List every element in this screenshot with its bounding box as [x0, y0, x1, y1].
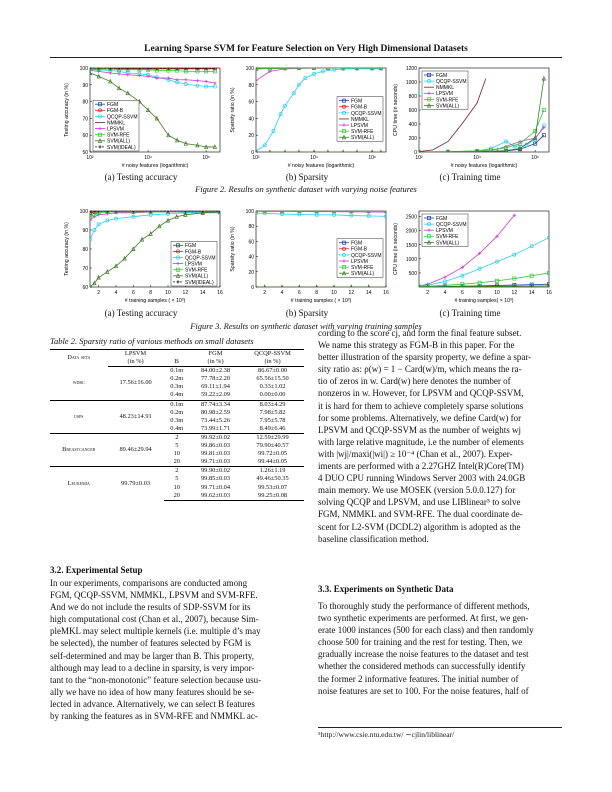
x-tick-label: 16: [383, 290, 389, 296]
b-value: 0.4m: [170, 391, 184, 399]
text-line: We name this strategy as FGM-B in this paper. For the: [318, 340, 515, 351]
lpsvm-value: 48.23±14.91: [108, 400, 164, 433]
fgm-value: 84.00±2.38: [200, 367, 231, 375]
y-tick-label: 80: [248, 224, 254, 231]
table-header-unit: (in %): [241, 358, 304, 367]
fgm-value: 99.85±0.03: [200, 475, 231, 483]
y-tick-label: 40: [248, 254, 254, 261]
qcqp-value: 1.26±1.19: [241, 467, 304, 476]
data-point: [213, 145, 216, 149]
qcqp-value: 8.49±6.46: [259, 424, 286, 432]
b-value: 0.2m: [170, 408, 184, 416]
x-tick-label: 12: [511, 290, 518, 296]
x-tick-label: 10²: [415, 155, 423, 161]
text-line: cording to the score cj, and form the final feature subset.: [318, 328, 522, 338]
y-axis-label: Testing accuracy (in %): [64, 222, 70, 276]
b-value: 10: [173, 483, 180, 491]
legend-label: FGM: [351, 98, 363, 105]
x-tick-label: 2: [426, 290, 430, 296]
table-header-fgm: FGM: [190, 350, 241, 359]
y-axis-label: Sparsity ratio (in %): [230, 226, 236, 272]
series-svm-all-: [254, 150, 382, 154]
legend-label: SVM-RFE: [351, 129, 374, 136]
data-point: [196, 79, 199, 82]
fgm-value: 99.71±0.04: [200, 483, 231, 491]
dataset-name: Leukemia: [50, 467, 108, 500]
x-tick-label: 2: [263, 290, 267, 296]
figure2-chart-time: [385, 64, 555, 174]
text-line: two synthetic experiments are performed. At first, we gen-: [318, 613, 529, 624]
x-tick-label: 10⁴: [473, 155, 481, 161]
legend-label: NMMKL: [351, 116, 370, 123]
y-axis-label: CPU time (in seconds): [393, 84, 399, 136]
legend-label: NMMKL: [107, 120, 126, 127]
fgm-value: 99.86±0.03: [200, 442, 231, 450]
x-axis-label: # training samples ( × 10³): [290, 298, 352, 304]
y-axis-label: CPU time (in seconds): [393, 223, 399, 275]
x-tick-label: 10: [165, 290, 171, 296]
text-line: pleMKL may select multiple kernels (i.e. multiple d’s may: [50, 626, 261, 637]
chart-legend: [337, 97, 383, 142]
qcqp-value: 12.59±29.99: [241, 433, 304, 442]
footnote: ⁵http://www.csie.ntu.edu.tw/ ∼cjlin/liblinear/: [318, 727, 562, 739]
qcqp-value: 7.95±5.78: [259, 416, 286, 424]
qcqp-value: 7.98±5.82: [259, 408, 286, 416]
figure2-subcaption-c: (c) Training time: [439, 172, 501, 182]
text-line: the former 2 informative features. The initial number of: [318, 673, 519, 684]
legend-label: LPSVM: [185, 261, 202, 268]
b-value: 20: [164, 492, 190, 501]
figure3-subcaption-b: (b) Sparsity: [285, 308, 329, 318]
qcqp-value: 0.33±1.02: [259, 383, 286, 391]
x-tick-label: 8: [149, 290, 153, 296]
series-lpsvm: [417, 126, 545, 154]
legend-label: QCQP-SSVM: [351, 110, 382, 117]
b-value: 5: [175, 475, 179, 483]
table-row: [50, 367, 304, 376]
paragraph-synthetic-data: [318, 600, 562, 697]
figure3-caption: Figure 3. Results on synthetic dataset with varying training samples: [190, 321, 422, 331]
legend-label: SVM(ALL): [436, 103, 460, 110]
table-header-unit: (in %): [190, 358, 241, 367]
y-tick-label: 400: [408, 122, 417, 128]
legend-label: SVM(ALL): [185, 273, 209, 280]
legend-label: FGM: [351, 240, 363, 247]
series-qcqp-ssvm: [88, 211, 221, 241]
y-tick-label: 800: [408, 94, 417, 100]
legend-label: NMMKL: [436, 85, 455, 92]
legend-label: FGM-B: [107, 108, 124, 115]
legend-label: FGM-B: [351, 104, 368, 111]
b-value: 2: [164, 433, 190, 442]
x-tick-label: 2: [97, 290, 101, 296]
y-tick-label: 0: [251, 150, 254, 156]
sparsity-table: [50, 349, 304, 501]
y-tick-label: 80: [82, 99, 88, 106]
figure3-chart-accuracy: [56, 207, 226, 309]
text-line: nonzeros in w. However, for LPSVM and QCQP-SSVM,: [318, 388, 524, 399]
legend-label: SVM-RFE: [185, 267, 208, 274]
b-value: 0.2m: [170, 375, 184, 383]
text-line: tio of zeros in w. Card(w) here denotes the number of: [318, 376, 511, 387]
x-tick-label: 8: [478, 290, 482, 296]
text-line: LPSVM and QCQP-SSVM as the number of weights wj: [318, 424, 522, 435]
series-svm-all-: [254, 285, 387, 289]
qcqp-value: 8.03±4.29: [241, 400, 304, 409]
legend-label: LPSVM: [351, 122, 368, 129]
y-tick-label: 2500: [405, 214, 417, 221]
text-line: main memory. We use MOSEK (version 5.0.0.127) for: [318, 485, 516, 496]
fgm-value: 59.22±2.09: [200, 391, 231, 399]
legend-label: LPSVM: [436, 228, 453, 235]
table-caption: Table 2. Sparsity ratio of various methods on small datasets: [50, 336, 254, 346]
legend-label: SVM-RFE: [351, 265, 374, 271]
qcqp-value: 99.25±0.08: [241, 492, 304, 501]
table-row: [50, 467, 304, 476]
text-line: FGM, NMMKL and SVM-RFE. The dual coordinate de-: [318, 509, 523, 520]
x-tick-label: 10⁶: [202, 155, 210, 161]
text-line: high computational cost (Chan et al., 2007), because Sim-: [50, 614, 259, 625]
x-axis-label: # training samples ( × 10³): [124, 298, 186, 304]
table-row: [50, 433, 304, 442]
fgm-value: 69.11±1.94: [201, 383, 230, 391]
x-axis-label: # noisy features (logarithmic): [287, 163, 355, 169]
dataset-name: Breastcancer: [50, 433, 108, 466]
b-value: 0.4m: [170, 424, 184, 432]
text-line: with |wj|/maxi(|wi|) ≥ 10⁻⁴ (Chan et al., 2007). Exper-: [318, 448, 513, 459]
data-point: [542, 108, 545, 111]
x-tick-label: 8: [315, 290, 319, 296]
legend-label: SVM(IDEAL): [107, 144, 136, 151]
b-value: 0.3m: [170, 383, 184, 391]
y-axis-label: Sparsity ratio (in %): [230, 87, 236, 133]
table-header-datasets: Data sets: [50, 350, 108, 367]
y-tick-label: 80: [82, 247, 88, 253]
table-header-lpsvm: LPSVM: [108, 350, 164, 359]
text-line: To thoroughly study the performance of different methods,: [318, 601, 530, 611]
text-line: gradually increase the noise features to the dataset and test: [318, 649, 529, 660]
text-line: whether the considered methods can successfully identify: [318, 661, 526, 672]
legend-label: LPSVM: [351, 258, 368, 265]
x-tick-label: 14: [528, 290, 535, 296]
series-line: [90, 213, 220, 240]
data-point: [205, 80, 208, 83]
y-tick-label: 100: [245, 209, 254, 215]
fgm-value: 73.99±1.71: [200, 424, 231, 432]
y-tick-label: 60: [248, 239, 254, 246]
x-tick-label: 10⁴: [310, 155, 318, 161]
x-tick-label: 10⁶: [531, 155, 539, 161]
legend-label: LPSVM: [107, 126, 124, 133]
y-tick-label: 0: [414, 150, 417, 156]
x-tick-label: 4: [443, 290, 447, 296]
section-title-synthetic-data: 3.3. Experiments on Synthetic Data: [318, 584, 454, 594]
table-header-b: B: [164, 358, 190, 367]
figure2-chart-sparsity: [222, 64, 392, 174]
x-tick-label: 10²: [252, 155, 260, 161]
b-value: 0.1m: [170, 367, 184, 375]
fgm-value: 99.81±0.03: [200, 450, 231, 458]
text-line: lected in advance. Alternatively, we can select B features: [50, 698, 255, 709]
chart-legend: [171, 241, 217, 286]
legend-label: QCQP-SSVM: [436, 79, 467, 85]
text-line: by ranking the features as in SVM-RFE and NMMKL ac-: [50, 711, 258, 722]
x-axis-label: # training samples( × 10³): [454, 298, 514, 304]
y-tick-label: 1000: [405, 256, 417, 263]
qcqp-value: 99.53±0.07: [258, 483, 288, 491]
text-line: sity ratio as: ρ(w) = 1 − Card(w)/m, which means the ra-: [318, 364, 522, 375]
dataset-name: wdbc: [72, 379, 85, 387]
x-tick-label: 14: [365, 290, 372, 296]
text-line: it is hard for them to achieve completely sparse solutions: [318, 400, 524, 411]
legend-label: FGM: [436, 215, 448, 222]
x-tick-label: 16: [217, 290, 223, 296]
y-tick-label: 100: [79, 209, 88, 215]
legend-label: SVM(ALL): [351, 271, 375, 278]
text-line: baseline classification method.: [318, 533, 429, 544]
legend-label: SVM(ALL): [436, 240, 460, 247]
x-axis-label: # noisy features (logarithmic): [450, 163, 518, 169]
text-line: with large relative magnitude, i.e the number of elements: [318, 436, 524, 447]
legend-label: FGM: [107, 102, 119, 109]
text-line: FGM, QCQP-SSVM, NMMKL, LPSVM and SVM-RFE.: [50, 590, 258, 601]
series-line: [256, 68, 381, 81]
figure3-chart-sparsity: [222, 207, 392, 309]
legend-label: SVM(ALL): [351, 135, 375, 142]
y-tick-label: 20: [248, 269, 254, 276]
text-line: self-determined and may be larger than B. This property,: [50, 650, 255, 661]
b-value: 5: [175, 442, 179, 450]
legend-label: SVM-RFE: [107, 132, 130, 139]
qcqp-value: 99.72±0.05: [258, 450, 288, 458]
text-line: solving QCQP and LPSVM, and use LIBlinear⁵ to solve: [318, 497, 521, 508]
legend-label: FGM-B: [351, 246, 368, 253]
figure2-chart-accuracy: [56, 64, 226, 174]
legend-label: SVM-RFE: [436, 97, 459, 104]
y-tick-label: 90: [82, 82, 88, 89]
qcqp-value: 99.44±0.05: [258, 458, 288, 466]
data-point: [443, 276, 446, 279]
chart-legend: [422, 71, 468, 110]
x-tick-label: 10⁶: [368, 155, 376, 161]
x-tick-label: 16: [546, 290, 552, 296]
qcqp-value: 65.56±15.50: [256, 375, 289, 383]
x-tick-label: 10⁴: [144, 155, 152, 161]
text-line: iments are performed with a 2.27GHZ Intel(R)Core(TM): [318, 461, 524, 472]
fgm-value: 87.74±3.34: [190, 400, 241, 409]
y-tick-label: 60: [248, 99, 254, 106]
y-tick-label: 60: [82, 285, 88, 291]
legend-label: SVM(IDEAL): [185, 279, 214, 286]
legend-label: SVM-RFE: [436, 234, 459, 241]
text-line: for some problems. Alternatively, we define Card(w) for: [318, 412, 522, 423]
chart-legend: [93, 100, 139, 151]
b-value: 0.1m: [164, 400, 190, 409]
fgm-value: 73.44±5.26: [200, 416, 231, 424]
section-title-experimental-setup: 3.2. Experimental Setup: [50, 565, 143, 575]
figure3-chart-time: [385, 207, 555, 309]
figure3-subcaption-a: (a) Testing accuracy: [104, 308, 178, 318]
legend-label: QCQP-SSVM: [436, 222, 467, 228]
series-line: [419, 125, 544, 151]
y-tick-label: 1000: [405, 80, 417, 86]
b-value: 0.3m: [170, 416, 184, 424]
x-tick-label: 4: [280, 290, 284, 296]
y-tick-label: 50: [82, 150, 88, 156]
x-axis-label: # noisy features (logarithmic): [121, 163, 189, 169]
b-value: 10: [173, 450, 180, 458]
y-tick-label: 60: [82, 133, 88, 140]
text-line: be selected), the number of features selected by FGM is: [50, 638, 251, 649]
qcqp-value: 49.46±50.35: [256, 475, 289, 483]
x-tick-label: 12: [348, 290, 355, 296]
legend-label: QCQP-SSVM: [185, 255, 216, 262]
paragraph-experimental-setup: [50, 577, 304, 722]
y-tick-label: 80: [248, 82, 254, 89]
chart-legend: [337, 239, 383, 278]
y-tick-label: 500: [408, 270, 417, 277]
y-tick-label: 200: [408, 136, 417, 142]
lpsvm-value: 99.79±0.03: [108, 467, 164, 500]
y-tick-label: 600: [408, 108, 417, 114]
lpsvm-value: 89.46±29.94: [108, 433, 164, 466]
text-line: ally we have no idea of how many features should be se-: [50, 686, 255, 697]
legend-label: FGM: [185, 243, 197, 250]
text-line: 4 DUO CPU running Windows Server 2003 with 24.0GB: [318, 473, 526, 484]
table-header-unit: (in %): [108, 358, 164, 367]
x-tick-label: 14: [199, 290, 206, 296]
header-rule: [50, 57, 562, 58]
qcqp-value: 79.90±40.57: [256, 442, 289, 450]
fgm-value: 99.90±0.02: [190, 467, 241, 476]
x-tick-label: 6: [297, 290, 301, 296]
x-tick-label: 12: [182, 290, 189, 296]
text-line: although may lead to a decline in sparsity, is very impor-: [50, 662, 255, 673]
y-tick-label: 2000: [405, 228, 417, 235]
table-row: [50, 400, 304, 409]
b-value: 20: [173, 458, 180, 466]
x-tick-label: 10: [494, 290, 500, 296]
data-point: [213, 82, 216, 85]
legend-label: LPSVM: [436, 91, 453, 98]
x-tick-label: 10²: [86, 155, 94, 161]
figure2-subcaption-a: (a) Testing accuracy: [104, 172, 178, 182]
x-tick-label: 6: [131, 290, 135, 296]
legend-label: QCQP-SSVM: [351, 252, 382, 259]
text-line: choose 500 for training and the rest for testing. Then, we: [318, 637, 523, 648]
dataset-name: usps: [50, 400, 108, 433]
y-tick-label: 70: [82, 266, 88, 272]
running-header: Learning Sparse SVM for Feature Selection on Very High Dimensional Datasets: [144, 44, 468, 54]
fgm-value: 99.62±0.03: [190, 492, 241, 501]
legend-label: FGM: [436, 72, 448, 79]
y-axis-label: Testing accuracy (in %): [64, 83, 70, 137]
text-line: tant to the “non-monotonic” feature selection because usu-: [50, 674, 262, 685]
text-line: scent for L2-SVM (DCDL2) algorithm is adopted as the: [318, 521, 521, 532]
text-line: And we do not include the results of SDP-SSVM for its: [50, 602, 251, 613]
y-tick-label: 1500: [405, 242, 417, 249]
legend-label: QCQP-SSVM: [107, 114, 138, 121]
chart-legend: [422, 214, 468, 247]
text-line: better illustration of the sparsity property, we define a spar-: [318, 352, 532, 363]
legend-label: FGM-B: [185, 249, 202, 256]
y-tick-label: 40: [248, 116, 254, 123]
x-tick-label: 10: [331, 290, 337, 296]
y-tick-label: 20: [248, 133, 254, 140]
fgm-value: 80.98±2.59: [200, 408, 231, 416]
qcqp-value: 0.00±0.00: [259, 391, 286, 399]
figure3-subcaption-c: (c) Training time: [439, 308, 501, 318]
fgm-value: 77.78±2.20: [200, 375, 231, 383]
x-tick-label: 6: [460, 290, 464, 296]
legend-label: SVM(ALL): [107, 138, 131, 145]
y-tick-label: 1200: [405, 66, 417, 72]
b-value: 2: [164, 467, 190, 476]
fgm-value: 99.71±0.03: [200, 458, 231, 466]
y-tick-label: 100: [79, 66, 88, 72]
y-tick-label: 100: [245, 66, 254, 72]
qcqp-value: 86.67±0.00: [258, 367, 288, 375]
y-tick-label: 70: [82, 116, 88, 123]
figure2-subcaption-b: (b) Sparsity: [285, 172, 329, 182]
fgm-value: 99.92±0.02: [190, 433, 241, 442]
text-line: noise features are set to 100. For the noise features, half of: [318, 685, 529, 696]
lpsvm-value: 17.56±16.00: [119, 379, 152, 387]
figure2-caption: Figure 2. Results on synthetic dataset with varying noise features: [195, 184, 417, 194]
y-tick-label: 0: [251, 285, 254, 291]
text-line: erate 1000 instances (500 for each class) and then randomly: [318, 625, 534, 636]
paragraph-sparsity-definition: [318, 327, 562, 545]
table-header-qcqp: QCQP-SSVM: [241, 350, 304, 359]
y-tick-label: 90: [82, 228, 88, 234]
data-point: [184, 78, 187, 81]
series-line: [256, 213, 386, 216]
text-line: In our experiments, comparisons are conducted among: [50, 578, 248, 588]
x-tick-label: 4: [114, 290, 118, 296]
